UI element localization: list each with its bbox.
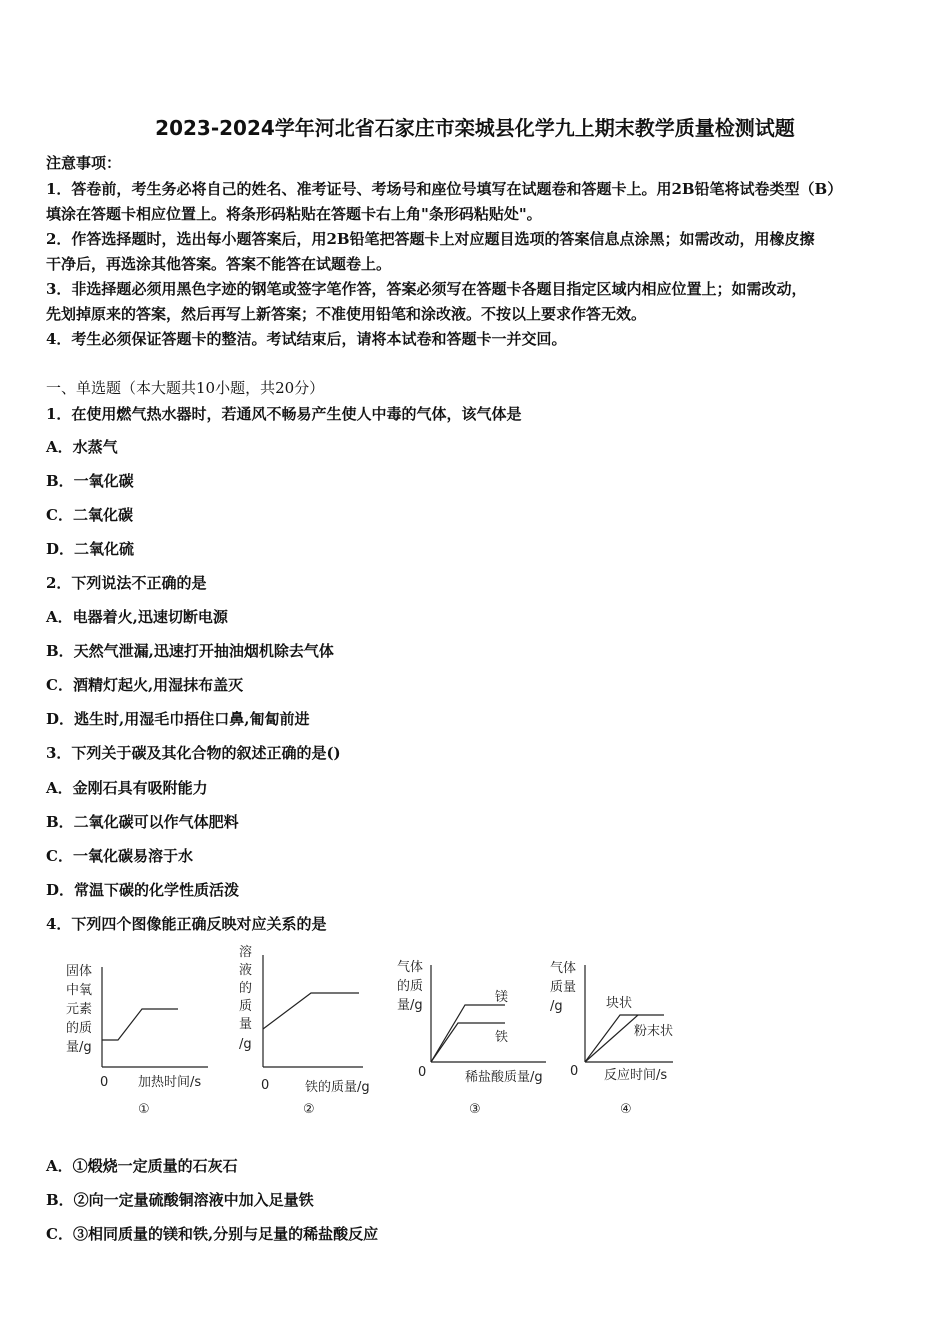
graph-1-ylabel: 元素 xyxy=(66,1002,93,1017)
question-stem: 1．在使用燃气热水器时，若通风不畅易产生使人中毒的气体，该气体是 xyxy=(46,405,522,423)
option-a: A．金刚石具有吸附能力 xyxy=(46,779,208,797)
notice-line: 干净后，再选涂其他答案。答案不能答在试题卷上。 xyxy=(46,255,392,273)
question-stem: 4．下列四个图像能正确反映对应关系的是 xyxy=(46,915,327,933)
graph-1-ylabel: 的质 xyxy=(66,1021,93,1036)
graph-1-xlabel: 加热时间/s xyxy=(138,1075,202,1090)
option-c: C．一氧化碳易溶于水 xyxy=(46,847,193,865)
graph-4-ylabel: 气体 xyxy=(550,961,577,976)
notice-line: 先划掉原来的答案，然后再写上新答案；不准使用铅笔和涂改液。不按以上要求作答无效。 xyxy=(46,305,647,323)
graph-3-xlabel: 稀盐酸质量/g xyxy=(465,1070,543,1085)
graph-4-curve-lump xyxy=(585,1015,638,1062)
option-c: C．③相同质量的镁和铁,分别与足量的稀盐酸反应 xyxy=(46,1225,379,1243)
question-stem: 3．下列关于碳及其化合物的叙述正确的是() xyxy=(46,744,341,762)
option-a: A．电器着火,迅速切断电源 xyxy=(46,608,228,626)
graph-1-caption: ① xyxy=(138,1102,150,1117)
option-d: D．二氧化硫 xyxy=(46,540,135,558)
graph-1-ylabel: 中氧 xyxy=(66,983,93,998)
graph-2-ylabel: 的 xyxy=(239,981,253,996)
graph-1-curve xyxy=(102,1009,178,1040)
graph-1 xyxy=(60,955,220,1125)
notice-line: 4．考生必须保证答题卡的整洁。考试结束后，请将本试卷和答题卡一并交回。 xyxy=(46,330,567,348)
graph-2 xyxy=(233,940,393,1125)
graph-4-series-powder: 粉末状 xyxy=(634,1024,674,1039)
option-a: A．水蒸气 xyxy=(46,438,118,456)
graph-3-origin: 0 xyxy=(418,1065,427,1080)
notice-line: 填涂在答题卡相应位置上。将条形码粘贴在答题卡右上角"条形码粘贴处"。 xyxy=(46,205,542,223)
graph-4-series-lump: 块状 xyxy=(606,996,633,1011)
graph-4 xyxy=(548,955,698,1125)
option-b: B．②向一定量硫酸铜溶液中加入足量铁 xyxy=(46,1191,314,1209)
section-heading: 一、单选题（本大题共10小题，共20分） xyxy=(46,379,325,397)
option-c: C．酒精灯起火,用湿抹布盖灭 xyxy=(46,676,244,694)
graph-2-ylabel: /g xyxy=(239,1037,252,1052)
option-d: D．逃生时,用湿毛巾捂住口鼻,匍匐前进 xyxy=(46,710,310,728)
graph-1-origin: 0 xyxy=(100,1075,109,1090)
graph-2-xlabel: 铁的质量/g xyxy=(305,1080,370,1095)
option-b: B．天然气泄漏,迅速打开抽油烟机除去气体 xyxy=(46,642,334,660)
notice-line: 3．非选择题必须用黑色字迹的钢笔或签字笔作答，答案必须写在答题卡各题目指定区域内相应位置上；如需改动， xyxy=(46,280,807,298)
option-d: D．常温下碳的化学性质活泼 xyxy=(46,881,240,899)
notice-line: 1．答卷前，考生务必将自己的姓名、准考证号、考场号和座位号填写在试题卷和答题卡上。用2B铅笔将试卷类型（B） xyxy=(46,180,843,198)
graph-4-origin: 0 xyxy=(570,1064,579,1079)
graph-4-xlabel: 反应时间/s xyxy=(604,1068,668,1083)
graph-3-ylabel: 的质 xyxy=(397,979,424,994)
option-b: B．一氧化碳 xyxy=(46,472,134,490)
graph-3-caption: ③ xyxy=(469,1102,481,1117)
page-title: 2023-2024学年河北省石家庄市栾城县化学九上期末教学质量检测试题 xyxy=(155,116,795,140)
graph-4-ylabel: 质量 xyxy=(550,980,577,995)
graph-2-origin: 0 xyxy=(261,1078,270,1093)
graph-1-ylabel: 固体 xyxy=(66,964,93,979)
graph-2-ylabel: 量 xyxy=(239,1017,253,1032)
graph-2-curve xyxy=(263,993,359,1029)
graph-2-caption: ② xyxy=(303,1102,315,1117)
graph-1-ylabel: 量/g xyxy=(66,1040,92,1055)
graph-3-ylabel: 量/g xyxy=(397,998,423,1013)
option-c: C．二氧化碳 xyxy=(46,506,133,524)
notice-line: 2．作答选择题时，选出每小题答案后，用2B铅笔把答题卡上对应题目选项的答案信息点涂黑；如需改动，用橡皮擦 xyxy=(46,230,815,248)
graph-3-series-fe: 铁 xyxy=(495,1030,509,1045)
graph-3-curve-mg xyxy=(431,1005,505,1062)
graph-2-ylabel: 液 xyxy=(239,963,253,978)
graph-3-series-mg: 镁 xyxy=(495,990,509,1005)
graph-2-ylabel: 溶 xyxy=(239,945,253,960)
graph-4-caption: ④ xyxy=(620,1102,632,1117)
graph-4-ylabel: /g xyxy=(550,999,563,1014)
question-stem: 2．下列说法不正确的是 xyxy=(46,574,207,592)
graph-2-ylabel: 质 xyxy=(239,999,253,1014)
option-b: B．二氧化碳可以作气体肥料 xyxy=(46,813,239,831)
option-a: A．①煅烧一定质量的石灰石 xyxy=(46,1157,238,1175)
graph-3-ylabel: 气体 xyxy=(397,960,424,975)
graph-3 xyxy=(393,955,563,1125)
notice-heading: 注意事项： xyxy=(46,154,122,172)
